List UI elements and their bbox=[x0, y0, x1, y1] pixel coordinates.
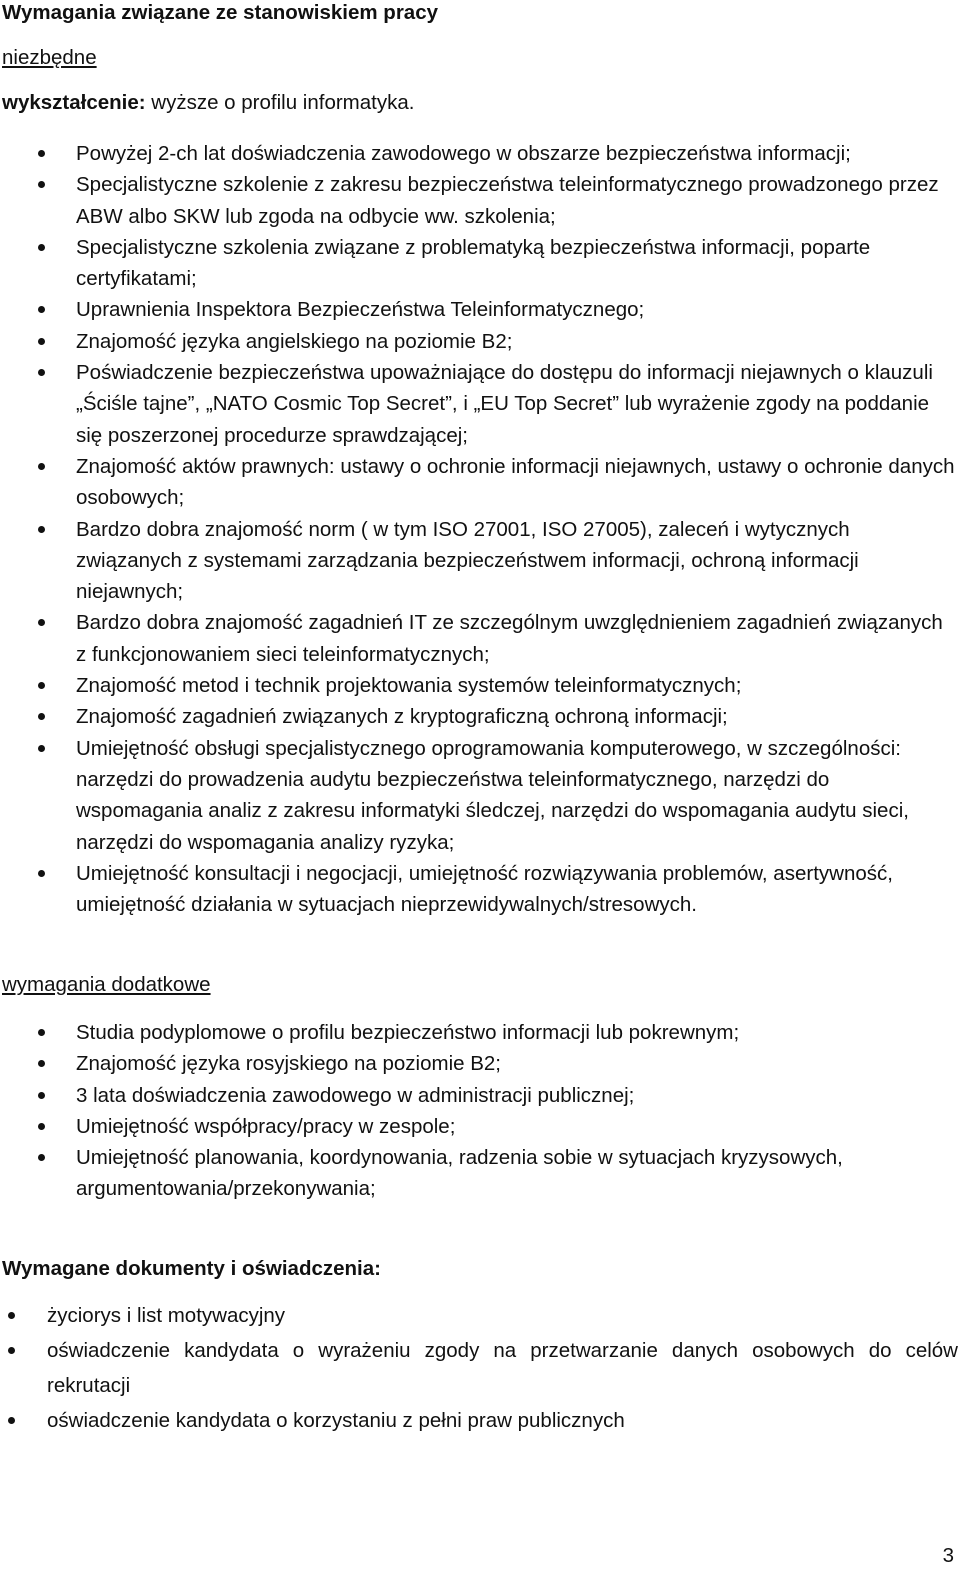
additional-list bbox=[0, 1017, 958, 1205]
list-item: Specjalistyczne szkolenie z zakresu bezpieczeństwa teleinformatycznego prowadzonego przez ABW albo SKW lub zgoda na odbycie ww. szkolenia; bbox=[0, 169, 958, 232]
list-item: Studia podyplomowe o profilu bezpieczeństwo informacji lub pokrewnym; bbox=[0, 1017, 958, 1048]
required-label: niezbędne bbox=[2, 46, 97, 69]
list-item: Bardzo dobra znajomość zagadnień IT ze szczególnym uwzględnieniem zagadnień związanych z funkcjonowaniem sieci teleinformatycznych; bbox=[0, 607, 958, 670]
section-title-documents: Wymagane dokumenty i oświadczenia: bbox=[2, 1257, 381, 1280]
list-item: Umiejętność współpracy/pracy w zespole; bbox=[0, 1111, 958, 1142]
education-value: wyższe o profilu informatyka. bbox=[145, 91, 415, 114]
list-item: 3 lata doświadczenia zawodowego w administracji publicznej; bbox=[0, 1080, 958, 1111]
list-item: Umiejętność obsługi specjalistycznego oprogramowania komputerowego, w szczególności: narzędzi do prowadzenia audytu bezpieczeństwa teleinformatycznego, narzędzi do wspomagania analiz z zakresu informatyki śledczej, narzędzi do wspomagania audytu sieci, narzędzi do wspomagania analizy ryzyka; bbox=[0, 733, 958, 858]
documents-list bbox=[0, 1298, 958, 1438]
list-item: Znajomość aktów prawnych: ustawy o ochronie informacji niejawnych, ustawy o ochronie danych osobowych; bbox=[0, 451, 958, 514]
list-item: Uprawnienia Inspektora Bezpieczeństwa Teleinformatycznego; bbox=[0, 294, 958, 325]
list-item: Specjalistyczne szkolenia związane z problematyką bezpieczeństwa informacji, poparte certyfikatami; bbox=[0, 232, 958, 295]
list-item: oświadczenie kandydata o wyrażeniu zgody na przetwarzanie danych osobowych do celów rekrutacji bbox=[0, 1333, 958, 1403]
additional-requirements-label: wymagania dodatkowe bbox=[2, 973, 211, 996]
list-item: Umiejętność konsultacji i negocjacji, umiejętność rozwiązywania problemów, asertywność, umiejętność działania w sytuacjach nieprzewidywalnych/stresowych. bbox=[0, 858, 958, 921]
page-number: 3 bbox=[942, 1544, 954, 1567]
list-item: Bardzo dobra znajomość norm ( w tym ISO 27001, ISO 27005), zaleceń i wytycznych związanych z systemami zarządzania bezpieczeństwem informacji, ochroną informacji niejawnych; bbox=[0, 514, 958, 608]
list-item: Znajomość języka rosyjskiego na poziomie B2; bbox=[0, 1048, 958, 1079]
education-label: wykształcenie: bbox=[2, 91, 146, 114]
education-line bbox=[2, 91, 414, 115]
list-item: Znajomość języka angielskiego na poziomie B2; bbox=[0, 326, 958, 357]
list-item: oświadczenie kandydata o korzystaniu z pełni praw publicznych bbox=[0, 1403, 958, 1438]
list-item: Umiejętność planowania, koordynowania, radzenia sobie w sytuacjach kryzysowych, argumentowania/przekonywania; bbox=[0, 1142, 958, 1205]
list-item: życiorys i list motywacyjny bbox=[0, 1298, 958, 1333]
list-item: Znajomość metod i technik projektowania systemów teleinformatycznych; bbox=[0, 670, 958, 701]
list-item: Znajomość zagadnień związanych z kryptograficzną ochroną informacji; bbox=[0, 701, 958, 732]
list-item: Poświadczenie bezpieczeństwa upoważniające do dostępu do informacji niejawnych o klauzuli „Ściśle tajne”, „NATO Cosmic Top Secret”, i „EU Top Secret” lub wyrażenie zgody na poddanie się poszerzonej procedurze sprawdzającej; bbox=[0, 357, 958, 451]
section-title-requirements: Wymagania związane ze stanowiskiem pracy bbox=[2, 1, 438, 24]
list-item: Powyżej 2-ch lat doświadczenia zawodowego w obszarze bezpieczeństwa informacji; bbox=[0, 138, 958, 169]
required-list bbox=[0, 138, 958, 920]
